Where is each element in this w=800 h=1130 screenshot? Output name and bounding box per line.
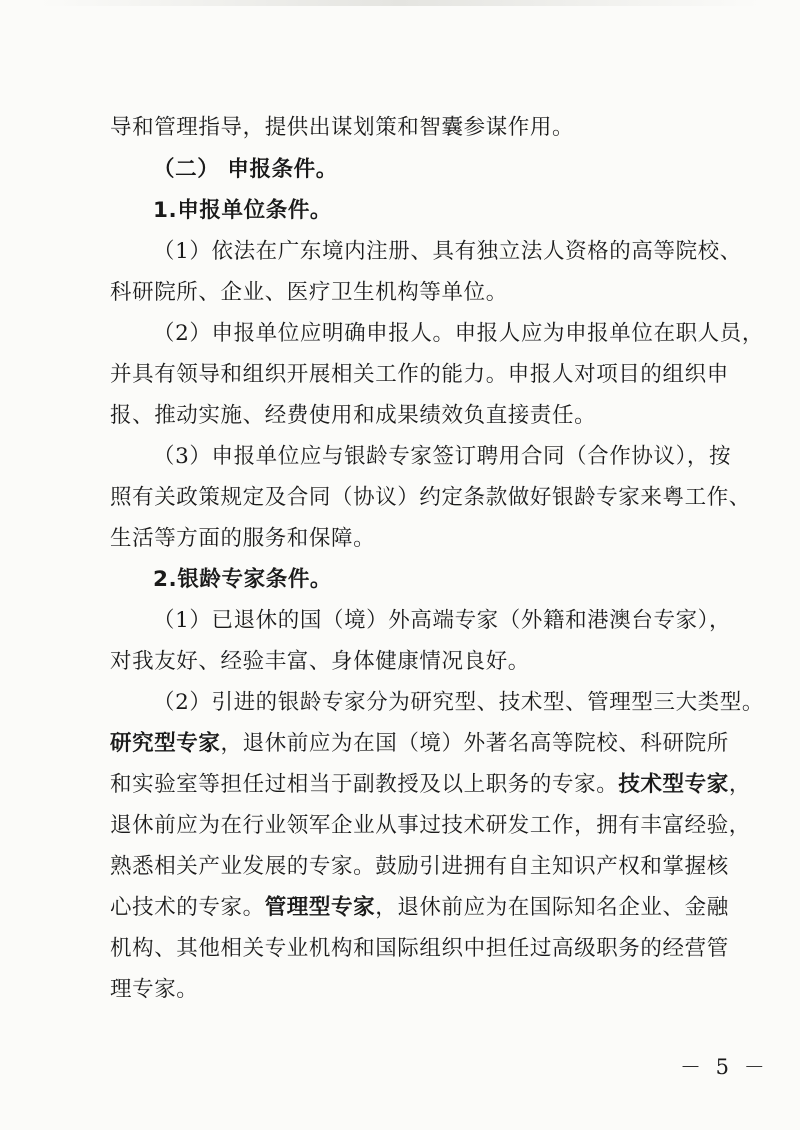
paragraph-line <box>110 770 750 800</box>
paragraph-line <box>110 729 750 759</box>
subsection-heading: 2.银龄专家条件。 <box>153 567 333 592</box>
inline-text: ， <box>728 772 751 797</box>
paragraph-line: 退休前应为在行业领军企业从事过技术研发工作，拥有丰富经验， <box>110 813 751 838</box>
inline-text: ，退休前应为在国（境）外著名高等院校、科研院所 <box>220 731 729 756</box>
paragraph-line: 导和管理指导，提供出谋划策和智囊参谋作用。 <box>110 115 575 140</box>
inline-text: 心技术的专家。 <box>110 895 265 920</box>
paragraph-line <box>110 893 750 923</box>
paragraph-line: （3）申报单位应与银龄专家签订聘用合同（合作协议），按 <box>153 444 732 469</box>
inline-text: 和实验室等担任过相当于副教授及以上职务的专家。 <box>110 772 619 797</box>
paragraph-line: （1）依法在广东境内注册、具有独立法人资格的高等院校、 <box>153 239 742 264</box>
subsection-heading: 1.申报单位条件。 <box>153 198 333 223</box>
paragraph-line: 并具有领导和组织开展相关工作的能力。申报人对项目的组织申 <box>110 362 729 387</box>
paragraph-line: （2）引进的银龄专家分为研究型、技术型、管理型三大类型。 <box>153 690 764 715</box>
paragraph-line: 报、推动实施、经费使用和成果绩效负直接责任。 <box>110 403 597 428</box>
paragraph-line: 照有关政策规定及合同（协议）约定条款做好银龄专家来粤工作、 <box>110 485 751 510</box>
paragraph-line: 熟悉相关产业发展的专家。鼓励引进拥有自主知识产权和掌握核 <box>110 854 729 879</box>
paragraph-line: 科研院所、企业、医疗卫生机构等单位。 <box>110 280 508 305</box>
scan-edge-mark <box>40 0 760 6</box>
paragraph-line: 理专家。 <box>110 977 199 1002</box>
paragraph-line: 机构、其他相关专业机构和国际组织中担任过高级职务的经营管 <box>110 936 729 961</box>
paragraph-line: （1）已退休的国（境）外高端专家（外籍和港澳台专家）， <box>153 608 732 633</box>
page-number: － 5 － <box>680 1055 769 1079</box>
paragraph-line: 生活等方面的服务和保障。 <box>110 526 376 551</box>
bold-term: 研究型专家 <box>110 731 221 756</box>
bold-term: 管理型专家 <box>264 895 376 920</box>
paragraph-line: 对我友好、经验丰富、身体健康情况良好。 <box>110 649 530 674</box>
inline-text: ，退休前应为在国际知名企业、金融 <box>375 895 729 920</box>
bold-term: 技术型专家 <box>618 772 729 797</box>
paragraph-line: （2）申报单位应明确申报人。申报人应为申报单位在职人员， <box>153 321 764 346</box>
section-heading: （二） 申报条件。 <box>153 157 338 182</box>
